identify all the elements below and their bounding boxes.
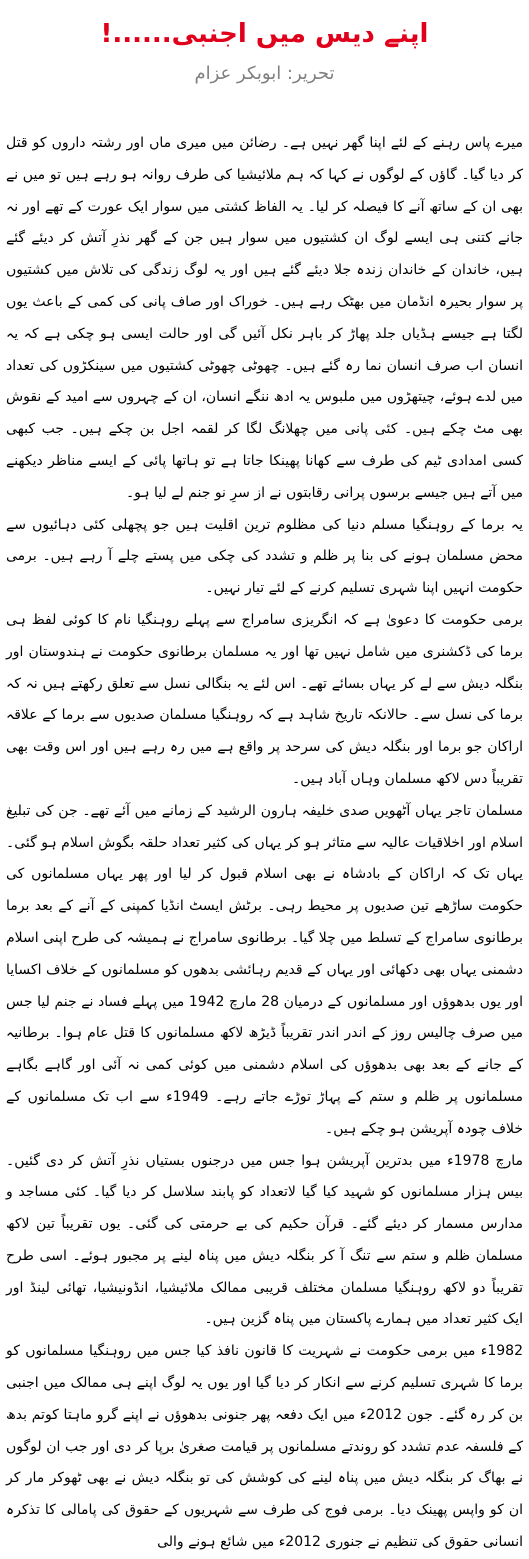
paragraph-4: مسلمان تاجر یہاں آٹھویں صدی خلیفہ ہارون الرشید کے زمانے میں آئے تھے۔ جن کی تبلیغ اسلام اور اخلاقیات عالیہ سے متاثر ہو کر یہاں کی کثیر تعداد حلقہ بگوش اسلام ہو گئی۔ یہاں تک کہ اراکان کے بادشاہ نے بھی اسلام قبول کر لیا اور پھر یہاں مسلمانوں کی حکومت ساڑھے تین صدیوں پر محیط رہی۔ برٹش ایسٹ انڈیا کمپنی کے آنے کے بعد برما برطانوی سامراج کے تسلط میں چلا گیا۔ برطانوی سامراج نے ہمیشہ کی طرح اپنی اسلام دشمنی یہاں بھی دکھائی اور یہاں کے قدیم رہائشی بدھوں کو مسلمانوں کے خلاف اکسایا اور یوں بدھوؤں اور مسلمانوں کے درمیان 28 مارچ 1942 میں پہلے فساد نے جنم لیا جس میں صرف چالیس روز کے اندر اندر تقریباً ڈیڑھ لاکھ مسلمانوں کا قتل عام ہوا۔ برطانیہ کے جانے کے بعد بھی بدھوؤں کی اسلام دشمنی میں کوئی کمی نہ آئی اور گاہے بگاہے مسلمانوں پر ظلم و ستم کے پہاڑ توڑے جاتے رہے۔ 1949ء سے اب تک مسلمانوں کے خلاف چودہ آپریشن ہو چکے ہیں۔ — [6, 802, 523, 1137]
paragraph-5: مارچ 1978ء میں بدترین آپریشن ہوا جس میں درجنوں بستیاں نذرِ آتش کر دی گئیں۔ بیس ہزار مسلمانوں کو شہید کیا گیا لاتعداد کو پابند سلاسل کر دیا گیا۔ کئی مساجد و مدارس مسمار کر دیئے گئے۔ قرآن حکیم کی بے حرمتی کی گئی۔ یوں تقریباً تین لاکھ مسلمان ظلم و ستم سے تنگ آ کر بنگلہ دیش میں پناہ لینے پر مجبور ہوئے۔ اسی طرح تقریباً دو لاکھ روہنگیا مسلمان مختلف قریبی ممالک ملائیشیا، انڈونیشیا، تھائی لینڈ اور ایک کثیر تعداد میں ہمارے پاکستان میں پناہ گزین ہیں۔ — [6, 1152, 524, 1328]
paragraph-3: برمی حکومت کا دعویٰ ہے کہ انگریزی سامراج سے پہلے روہنگیا نام کا کوئی لفظ ہی برما کی ڈکشنری میں شامل نہیں تھا اور یہ مسلمان برطانوی حکومت نے ہندوستان اور بنگلہ دیش سے لے کر یہاں بسائے تھے۔ اس لئے یہ بنگالی نسل سے تعلق رکھتے ہیں نہ کہ برما کی نسل سے۔ حالانکہ تاریخ شاہد ہے کہ روہنگیا مسلمان صدیوں سے برما کے علاقہ اراکان جو برما اور بنگلہ دیش کی سرحد پر واقع ہے میں رہ رہے ہیں اور اس وقت بھی تقریباً دس لاکھ مسلمان وہاں آباد ہیں۔ — [6, 611, 523, 787]
paragraph-6: 1982ء میں برمی حکومت نے شہریت کا قانون نافذ کیا جس میں روہنگیا مسلمانوں کو برما کا شہری تسلیم کرنے سے انکار کر دیا گیا اور یوں یہ لوگ اپنے ہی ممالک میں اجنبی بن کر رہ گئے۔ جون 2012ء میں ایک دفعہ پھر جنونی بدھوؤں نے اپنے گرو ماہتا کوتم بدھ کے فلسفہ عدم تشدد کو روندتے مسلمانوں پر قیامت صغریٰ برپا کر دی اور جب ان لوگوں نے بھاگ کر بنگلہ دیش میں پناہ لینے کی کوشش کی تو بنگلہ دیش نے بھی ٹھوکر مار کر ان کو واپس پھینک دیا۔ برمی فوج کی طرف سے شہریوں کے حقوق کی پامالی کا تذکرہ انسانی حقوق کی تنظیم نے جنوری 2012ء میں شائع ہونے والی — [6, 1343, 523, 1551]
article-byline: تحریر: ابوبکر عزام — [194, 63, 335, 84]
paragraph-2: یہ برما کے روہنگیا مسلم دنیا کی مظلوم ترین اقلیت ہیں جو پچھلی کئی دہائیوں سے محض مسلمان ہونے کی بنا پر ظلم و تشدد کی چکی میں پستے چلے آ رہے ہیں۔ برمی حکومت انہیں اپنا شہری تسلیم کرنے کے لئے تیار نہیں۔ — [6, 516, 523, 597]
paragraph-1: میرے پاس رہنے کے لئے اپنا گھر نہیں ہے۔ رضائن میں میری ماں اور رشتہ داروں کو قتل کر دیا گیا۔ گاؤں کے لوگوں نے کہا کہ ہم ملائیشیا کی طرف روانہ ہو رہے ہیں تو میں نے بھی ان کے ساتھ آنے کا فیصلہ کر لیا۔ یہ الفاظ کشتی میں سوار ایک عورت کے تھے اور نہ جانے کتنی ہی ایسے لوگ ان کشتیوں میں سوار ہیں جن کے گھر نذرِ آتش کر دیئے گئے ہیں، خاندان کے خاندان زندہ جلا دیئے گئے ہیں اور یہ لوگ زندگی کی تلاش میں کشتیوں پر سوار بحیرہ انڈمان میں بھٹک رہے ہیں۔ خوراک اور صاف پانی کی کمی کے باعث یوں لگتا ہے جیسے ہڈیاں جلد پھاڑ کر باہر نکل آئیں گی اور حالت ایسی ہو چکی ہے کہ یہ انسان اب صرف انسان نما رہ گئے ہیں۔ چھوٹی چھوٹی کشتیوں میں سینکڑوں کی تعداد میں لدے ہوئے، چیتھڑوں میں ملبوس یہ ادھ ننگے انسان، ان کے چہروں سے امید کے نقوش بھی مٹ چکے ہیں۔ کئی پانی میں چھلانگ لگا کر لقمہ اجل بن چکے ہیں۔ جب کبھی کسی امدادی ٹیم کی طرف سے کھانا پھینکا جاتا ہے تو ہاتھا پائی کے ایسے مناظر دیکھنے میں آتے ہیں جیسے برسوں پرانی رقابتوں نے از سرِ نو جنم لے لیا ہو۔ — [6, 135, 523, 501]
article-title: اپنے دیس میں اجنبی......! — [100, 19, 429, 49]
article-body — [6, 128, 523, 1559]
